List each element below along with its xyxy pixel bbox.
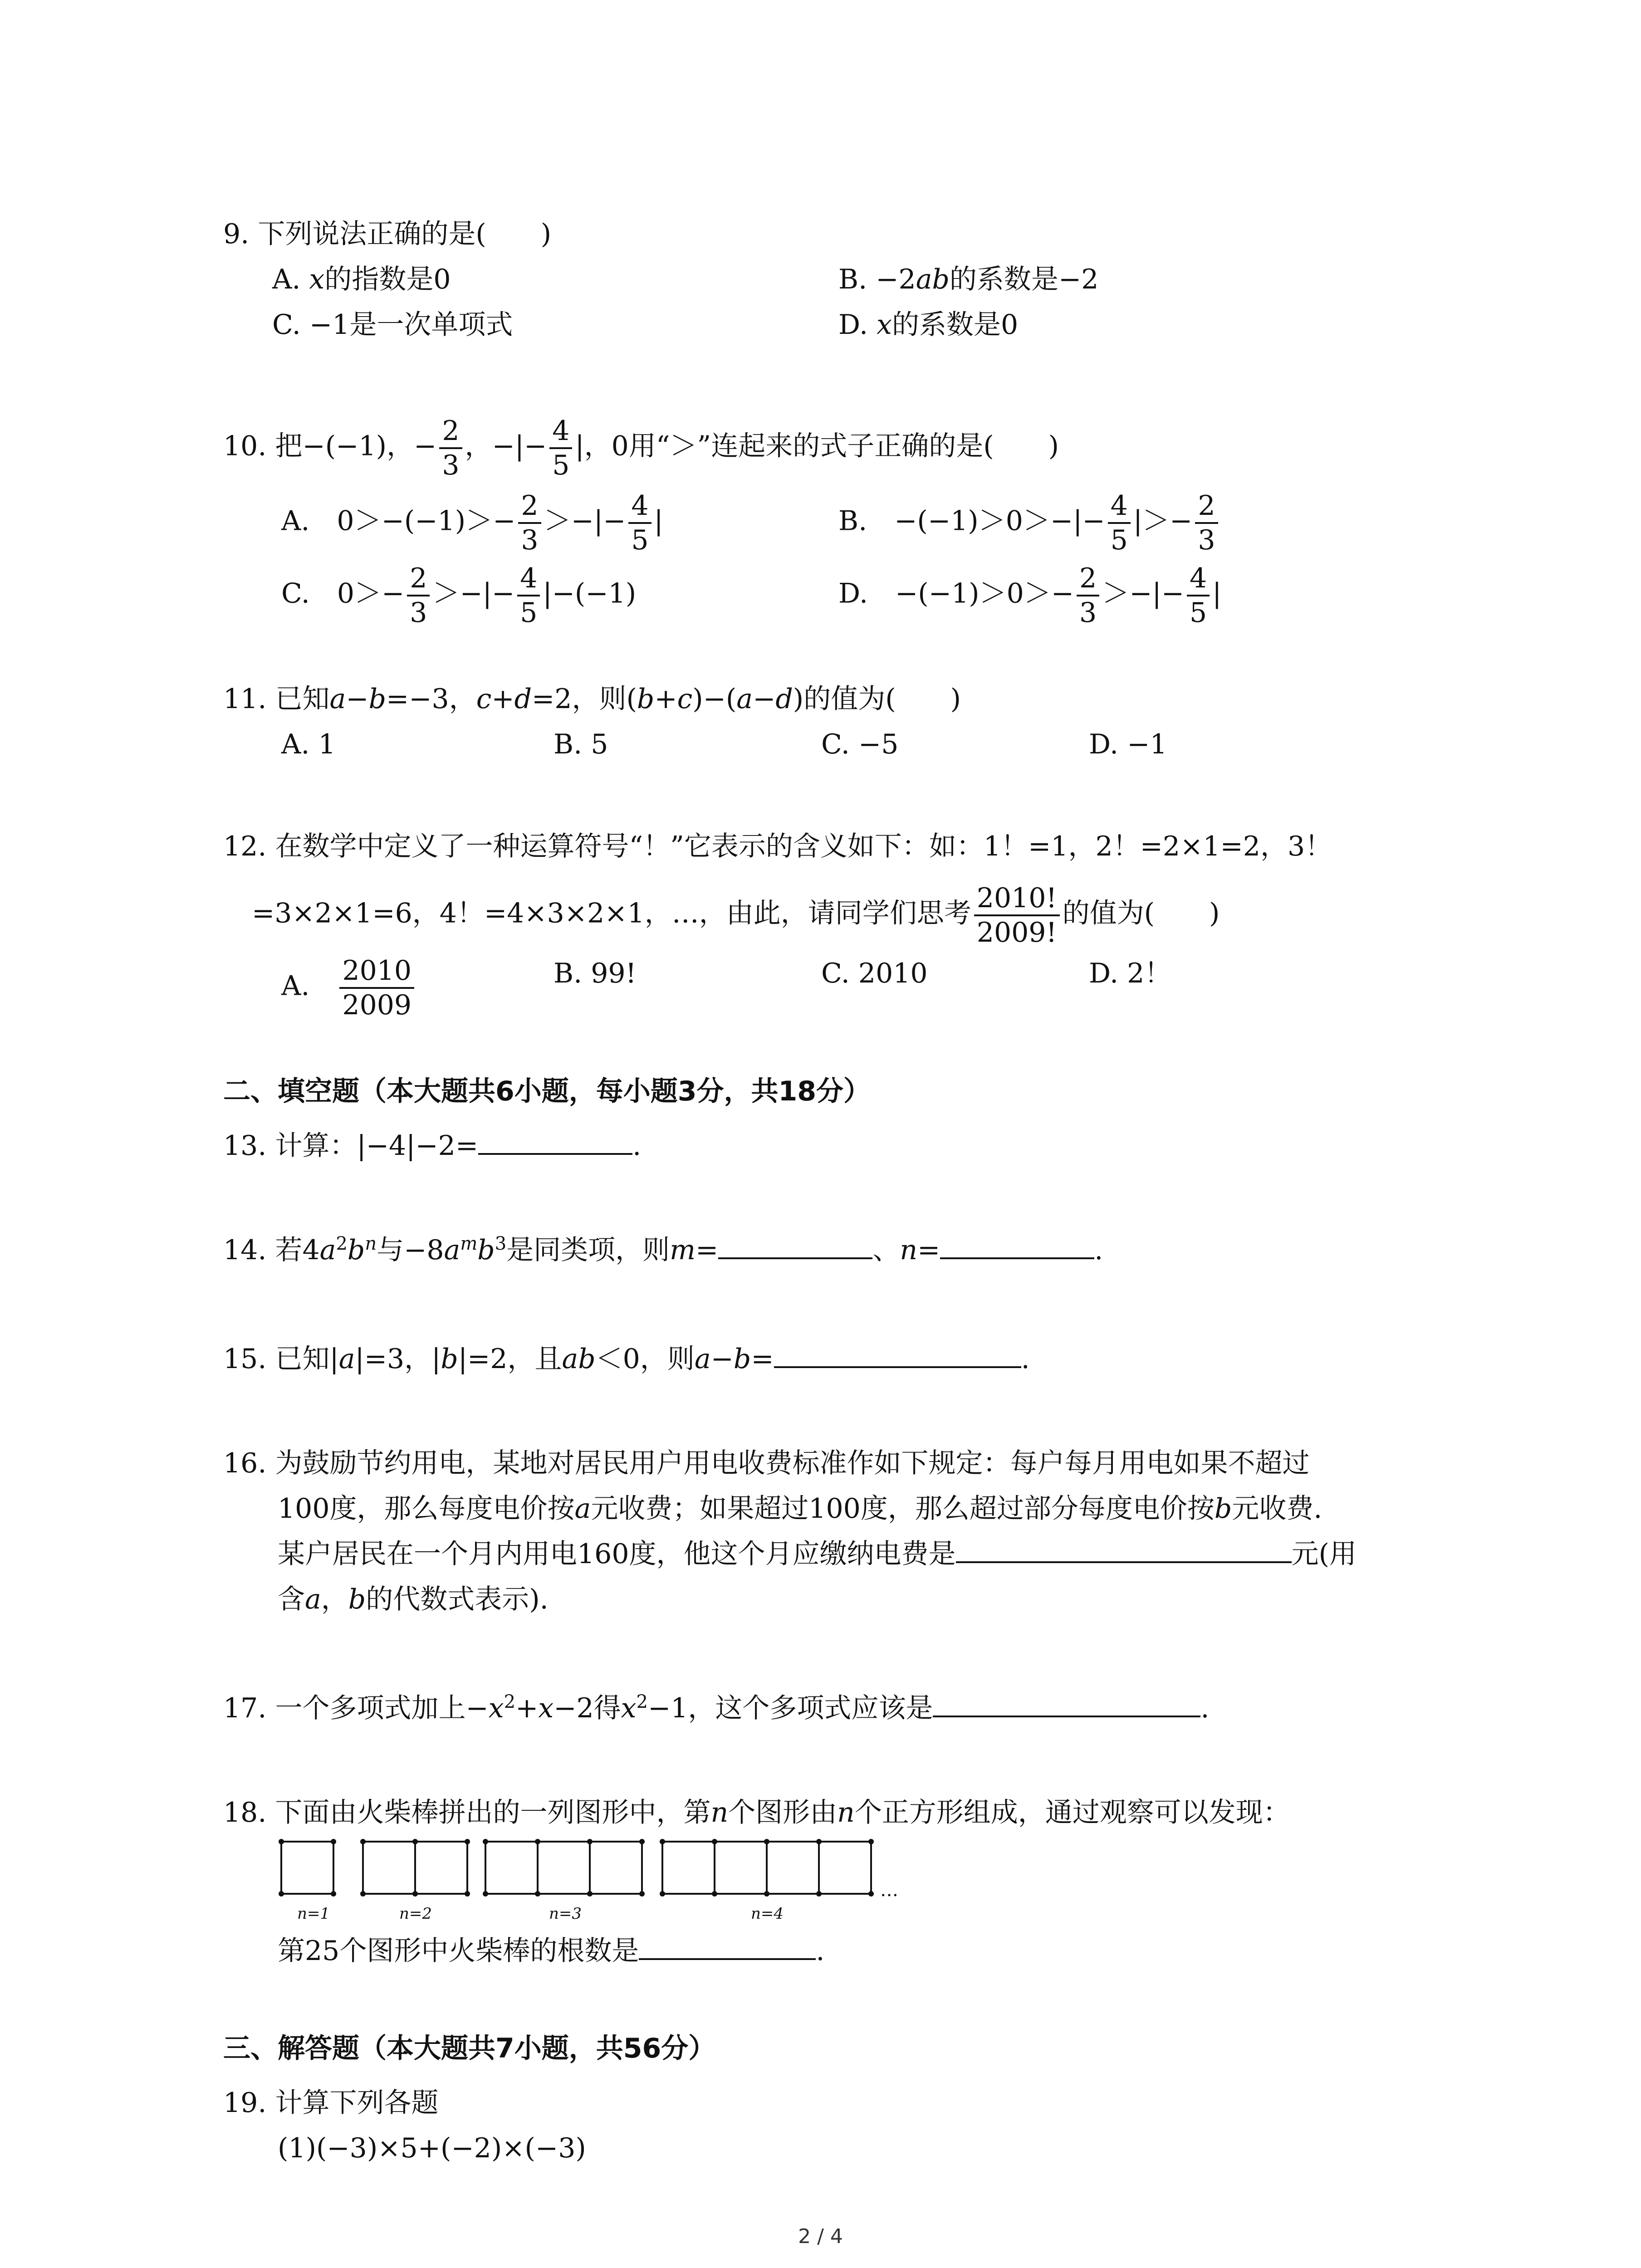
q11-option-a: A. 1	[281, 728, 336, 760]
q10-option-d: D. −(−1)＞0＞− $\frac{2}{3}$ ＞−|− $\frac{4}{5}$ |	[838, 562, 1222, 629]
q17-answer-blank[interactable]	[933, 1697, 1200, 1717]
q10-option-a: A. 0＞−(−1)＞− $\frac{2}{3}$ ＞−|− $\frac{4}{5}$ |	[281, 490, 663, 556]
q15-answer-blank[interactable]	[774, 1348, 1021, 1368]
q17: 17. 一个多项式加上$-x^2+x-2$得$x^2-1$，这个多项式应该是 .	[223, 1691, 1210, 1724]
section-2-heading: 二、填空题（本大题共6小题，每小题3分，共18分）	[223, 1075, 871, 1107]
q15: 15. 已知|a|=3，|b|=2，且ab＜0，则a−b= .	[223, 1343, 1030, 1375]
q10-option-c: C. 0＞− $\frac{2}{3}$ ＞−|− $\frac{4}{5}$ |−(−1)	[281, 562, 637, 629]
q16-line4: 含a，b的代数式表示).	[278, 1584, 549, 1615]
q19-stem: 19. 计算下列各题	[223, 2087, 439, 2119]
q12-option-b: B. 99!	[554, 958, 637, 989]
q12-line2	[252, 882, 1220, 948]
q12-line1: 12. 在数学中定义了一种运算符号“！”它表示的含义如下：如：1！=1，2！=2×1=2，3！	[223, 831, 1332, 862]
q19-part1: (1)(−3)×5+(−2)×(−3)	[278, 2132, 586, 2164]
q9-stem: 9. 下列说法正确的是( )	[223, 218, 552, 250]
q12-option-a: A. $\frac{2010}{2009}$	[281, 957, 417, 1019]
q9-option-b: B. −2ab的系数是−2	[838, 264, 1099, 295]
q9-option-c: C. −1是一次单项式	[272, 309, 513, 341]
figure-label-n2: n=2	[399, 1905, 432, 1923]
q14: 14. 若$4a^2b^n$与$-8a^mb^3$是同类项，则m= 、n= .	[223, 1233, 1103, 1266]
q12-option-c: C. 2010	[821, 958, 928, 989]
figure-label-n1: n=1	[297, 1905, 330, 1923]
section-3-heading: 三、解答题（本大题共7小题，共56分）	[223, 2033, 716, 2064]
q16-line2: 100度，那么每度电价按a元收费；如果超过100度，那么超过部分每度电价按b元收费.	[278, 1493, 1323, 1525]
q13: 13. 计算：|−4|−2= .	[223, 1130, 642, 1162]
q18-question: 第25个图形中火柴棒的根数是 .	[278, 1935, 825, 1967]
q11-stem: 11. 已知a−b=−3，c+d=2，则(b+c)−(a−d)的值为( )	[223, 683, 961, 715]
q14-m-blank[interactable]	[718, 1239, 872, 1259]
q10-option-b: B. −(−1)＞0＞−|− $\frac{4}{5}$ |＞− $\frac{2}{3}$	[838, 492, 1221, 554]
q11-option-d: D. −1	[1089, 728, 1167, 760]
q10-stem: 10. 把−(−1)，− $\frac{2}{3}$ ，−|− $\frac{4}{5}$ |，0用“＞”连起来的式子正确的是( )	[223, 415, 1059, 481]
q11-option-c: C. −5	[821, 728, 899, 760]
q12-line2-post: 的值为( )	[1062, 897, 1220, 929]
figure-ellipsis: …	[880, 1880, 898, 1901]
q16-line1: 16. 为鼓励节约用电，某地对居民用户用电收费标准作如下规定：每户每月用电如果不超过	[223, 1447, 1310, 1479]
q12-line2-pre: =3×2×1=6，4！=4×3×2×1，…，由此，请同学们思考	[252, 897, 971, 929]
q9-option-d: D. x的系数是0	[838, 309, 1019, 341]
q12-fraction: $\frac{2010!}{2009!}$	[974, 885, 1060, 946]
page-number: 2 / 4	[798, 2225, 843, 2248]
q11-option-b: B. 5	[554, 728, 608, 760]
figure-label-n4: n=4	[751, 1905, 784, 1923]
q12-option-d: D. 2！	[1089, 958, 1172, 989]
q18-answer-blank[interactable]	[639, 1940, 816, 1960]
q9-option-a: A. x的指数是0	[272, 264, 451, 295]
q16-line3: 某户居民在一个月内用电160度，他这个月应缴纳电费是 元(用	[278, 1538, 1357, 1570]
figure-label-n3: n=3	[549, 1905, 582, 1923]
matchstick-figures	[272, 1837, 916, 1923]
q14-n-blank[interactable]	[940, 1239, 1094, 1259]
q18-stem: 18. 下面由火柴棒拼出的一列图形中，第n个图形由n个正方形组成，通过观察可以发现：	[223, 1797, 1290, 1828]
q13-answer-blank[interactable]	[478, 1135, 632, 1155]
q16-answer-blank[interactable]	[956, 1543, 1292, 1563]
